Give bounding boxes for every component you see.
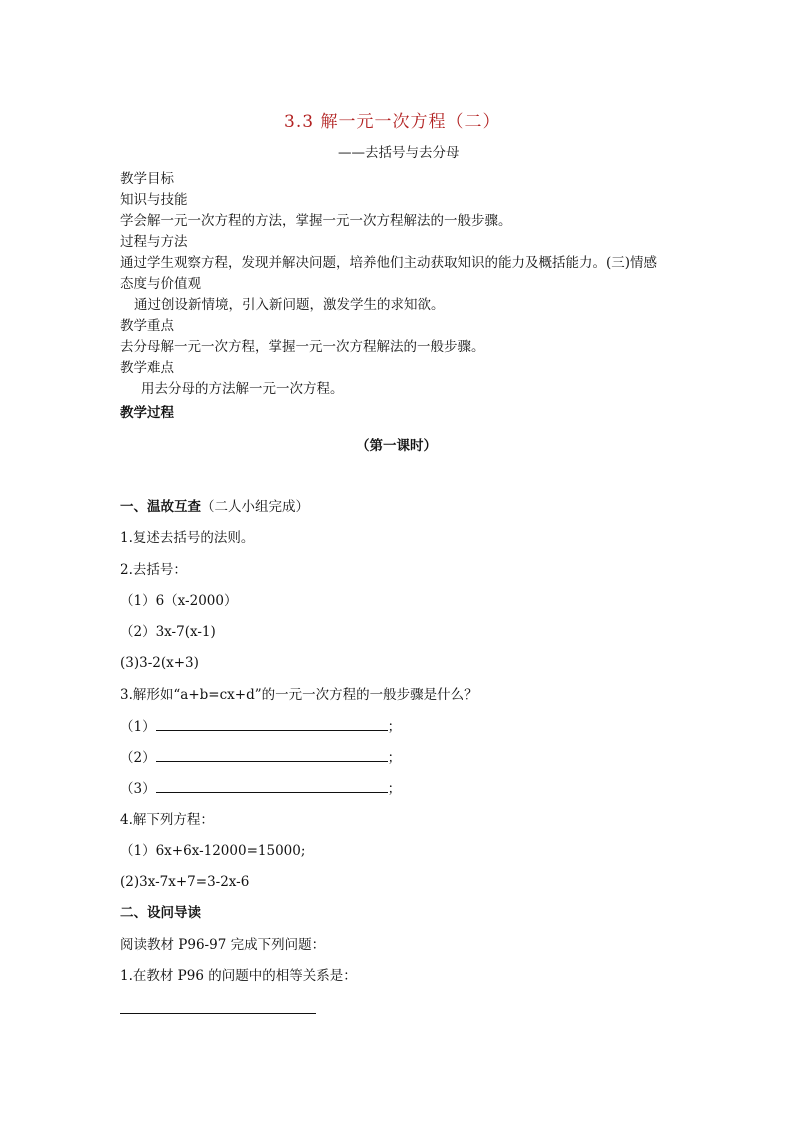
answer-blank-line[interactable] — [120, 1013, 316, 1014]
answer-blank-line[interactable] — [156, 749, 388, 762]
lesson-label: （第一课时） — [356, 438, 437, 454]
difficulty-heading: 教学难点 — [120, 360, 174, 376]
question-3-answer-2 — [120, 749, 401, 766]
attitude-text: 通过创设新情境，引入新问题，激发学生的求知欲。 — [134, 297, 445, 313]
question-2: 2.去括号： — [120, 562, 187, 578]
answer-end-mark: ； — [387, 719, 402, 735]
section1-heading-note: （二人小组完成） — [201, 499, 309, 515]
answer-label: （3） — [120, 781, 156, 797]
section2-intro: 阅读教材 P96-97 完成下列问题： — [120, 937, 326, 953]
question-3-answer-1 — [120, 718, 401, 735]
teaching-process-heading: 教学过程 — [120, 405, 174, 421]
difficulty-text: 用去分母的方法解一元一次方程。 — [141, 381, 344, 397]
answer-blank-line[interactable] — [156, 718, 388, 731]
question-4: 4.解下列方程： — [120, 812, 214, 828]
question-4-item-1: （1）6x+6x-12000=15000; — [120, 843, 306, 859]
section2-question-1: 1.在教材 P96 的问题中的相等关系是： — [120, 968, 357, 984]
answer-blank-line[interactable] — [156, 780, 388, 793]
knowledge-heading: 知识与技能 — [120, 192, 188, 208]
document-subtitle: ——去括号与去分母 — [338, 145, 460, 161]
attitude-heading: 态度与价值观 — [120, 276, 201, 292]
knowledge-text: 学会解一元一次方程的方法，掌握一元一次方程解法的一般步骤。 — [120, 213, 512, 229]
answer-label: （1） — [120, 719, 156, 735]
question-3: 3.解形如“a+b=cx+d”的一元一次方程的一般步骤是什么？ — [120, 687, 478, 703]
key-point-heading: 教学重点 — [120, 318, 174, 334]
answer-label: （2） — [120, 750, 156, 766]
question-3-answer-3 — [120, 780, 401, 797]
question-2-item-2: （2）3x-7(x-1) — [120, 624, 216, 640]
question-2-item-1: （1）6（x-2000） — [120, 593, 238, 609]
answer-end-mark: ； — [387, 781, 402, 797]
process-method-text: 通过学生观察方程，发现并解决问题，培养他们主动获取知识的能力及概括能力。(三)情感 — [120, 255, 658, 271]
goals-heading: 教学目标 — [120, 171, 174, 187]
question-4-item-2: (2)3x-7x+7=3-2x-6 — [120, 874, 250, 890]
question-1: 1.复述去括号的法则。 — [120, 530, 255, 546]
section1-heading — [120, 499, 309, 515]
process-method-heading: 过程与方法 — [120, 234, 188, 250]
answer-end-mark: ； — [387, 750, 402, 766]
key-point-text: 去分母解一元一次方程，掌握一元一次方程解法的一般步骤。 — [120, 339, 485, 355]
document-title: 3.3 解一元一次方程（二） — [284, 112, 501, 132]
section2-heading: 二、设问导读 — [120, 905, 201, 921]
question-2-item-3: (3)3-2(x+3) — [120, 655, 199, 671]
section1-heading-bold: 一、温故互查 — [120, 499, 201, 515]
